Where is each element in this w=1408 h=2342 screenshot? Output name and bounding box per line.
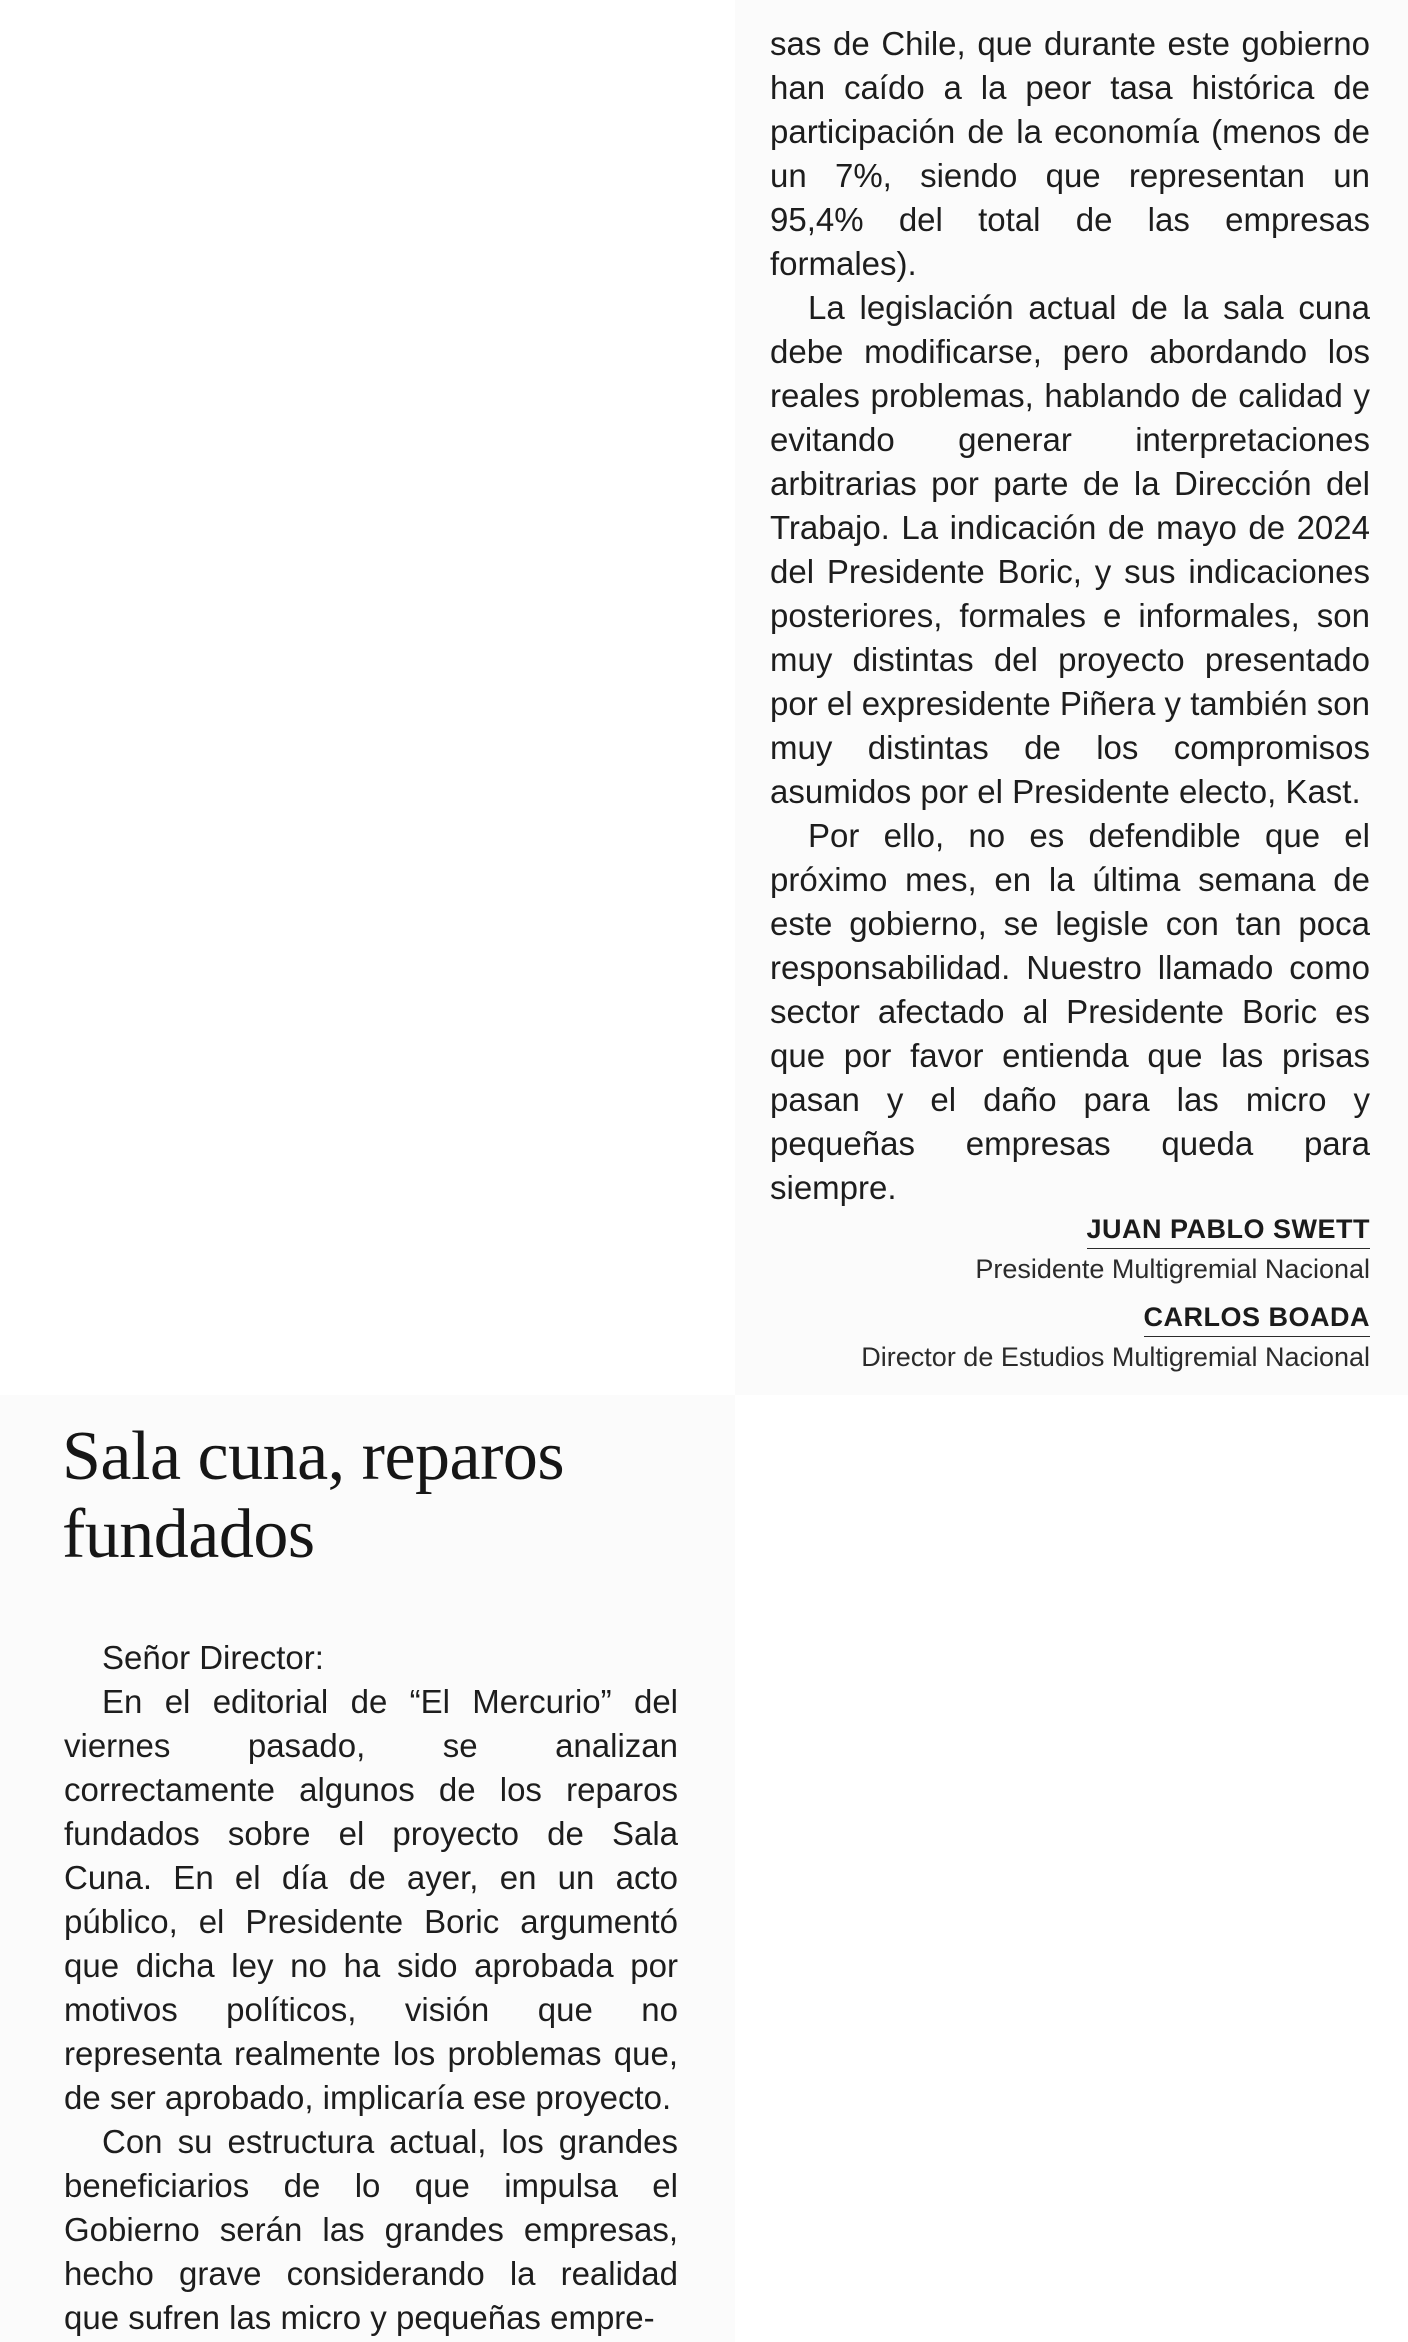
- signatory-name: CARLOS BOADA: [1144, 1298, 1371, 1337]
- letter-paragraph: Con su estructura actual, los grandes beneficiarios de lo que impulsa el Gobierno serán las grandes empresas, hecho grave considerando la realidad que sufren las micro y pequeñas empre-: [64, 2123, 678, 2336]
- signatory-role: Director de Estudios Multigremial Nacional: [861, 1342, 1370, 1372]
- letter-salutation: Señor Director:: [102, 1639, 324, 1676]
- signature-block: [770, 1210, 1370, 1289]
- signatory-role: Presidente Multigremial Nacional: [975, 1254, 1370, 1284]
- continued-letter-column: [770, 22, 1370, 1210]
- signature-block: [770, 1298, 1370, 1377]
- continued-paragraph: sas de Chile, que durante este gobierno han caído a la peor tasa histórica de participación de la economía (menos de un 7%, siendo que representan un 95,4% del total de las empresas formales).: [770, 25, 1370, 282]
- continued-paragraph: Por ello, no es defendible que el próximo mes, en la última semana de este gobierno, se legisle con tan poca responsabilidad. Nuestro llamado como sector afectado al Presidente Boric es que por favor entienda que las prisas pasan y el daño para las micro y pequeñas empresas queda para siempre.: [770, 817, 1370, 1206]
- letter-paragraph: En el editorial de “El Mercurio” del viernes pasado, se analizan correctamente algunos de los reparos fundados sobre el proyecto de Sala Cuna. En el día de ayer, en un acto público, el Presidente Boric argumentó que dicha ley no ha sido aprobada por motivos políticos, visión que no representa realmente los problemas que, de ser aprobado, implicaría ese proyecto.: [64, 1683, 678, 2116]
- continued-paragraph: La legislación actual de la sala cuna debe modificarse, pero abordando los reales problemas, hablando de calidad y evitando generar interpretaciones arbitrarias por parte de la Dirección del Trabajo. La indicación de mayo de 2024 del Presidente Boric, y sus indicaciones posteriores, formales e informales, son muy distintas del proyecto presentado por el expresidente Piñera y también son muy distintas de los compromisos asumidos por el Presidente electo, Kast.: [770, 289, 1370, 810]
- letter-body-column: [64, 1636, 678, 2340]
- letter-headline: Sala cuna, reparos fundados: [62, 1418, 565, 1573]
- signatory-name: JUAN PABLO SWETT: [1087, 1210, 1371, 1249]
